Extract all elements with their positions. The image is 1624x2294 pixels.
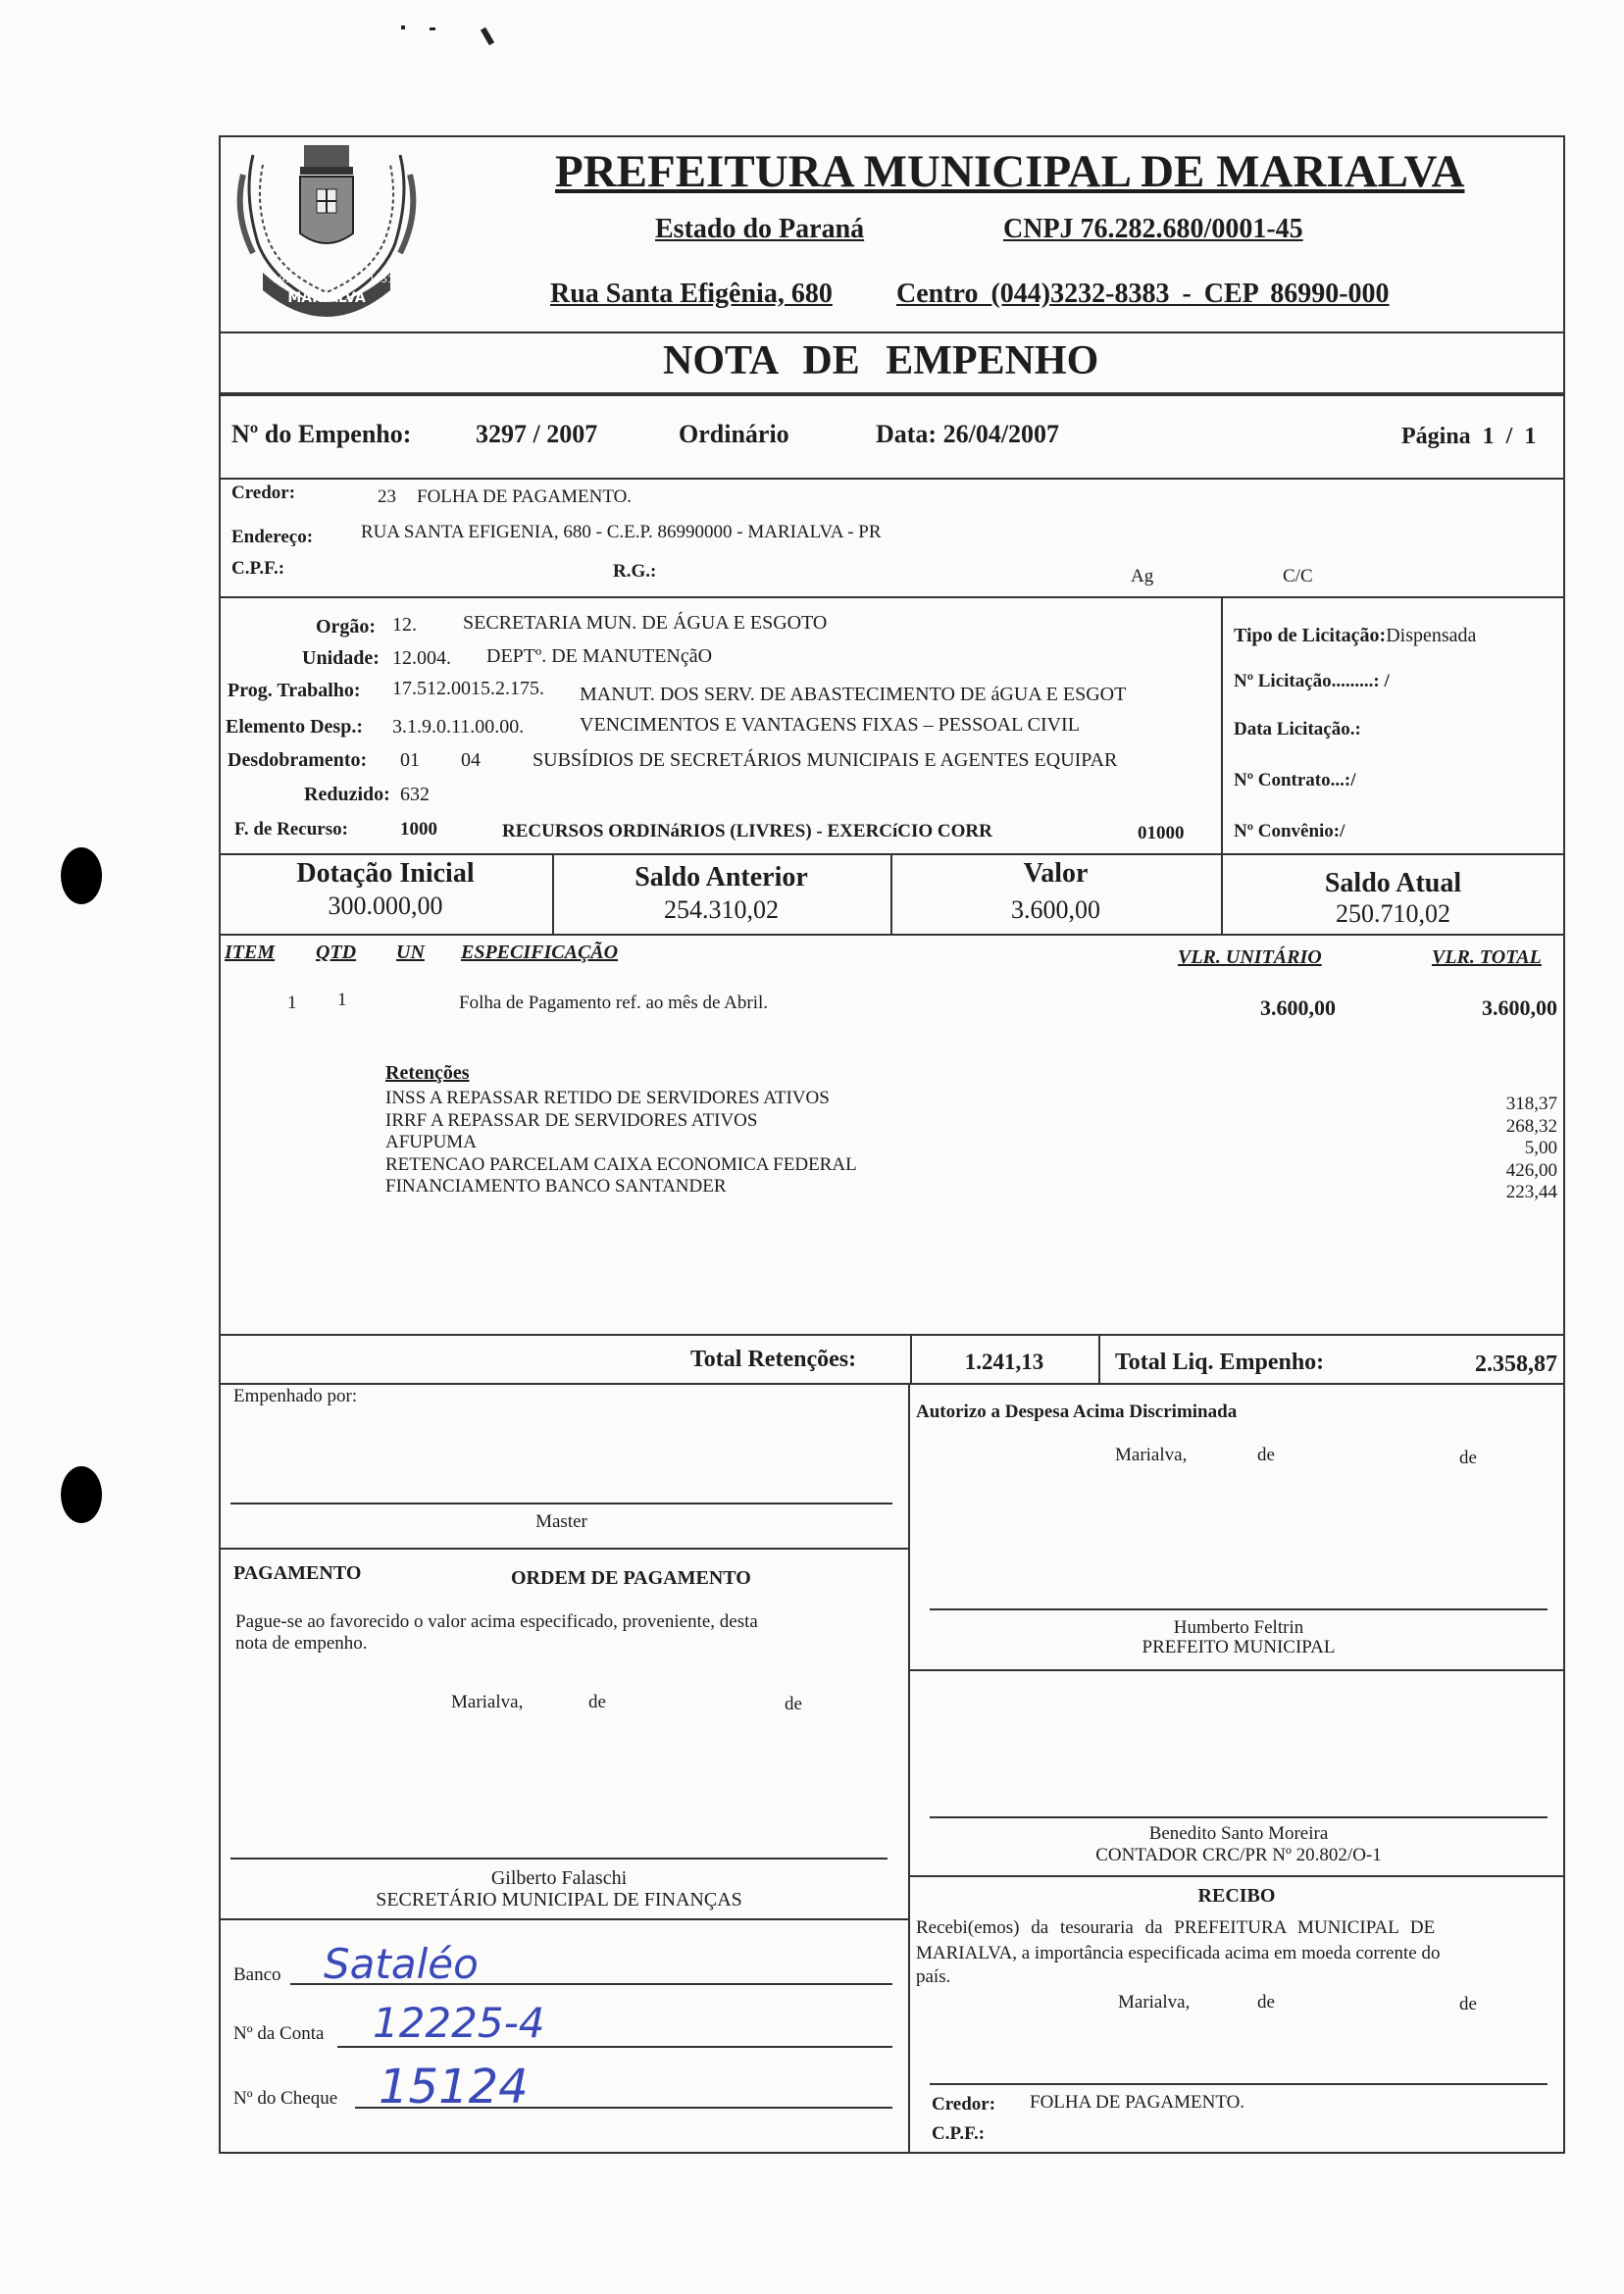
desdobramento-code-1: 01 <box>400 749 420 771</box>
pagamento-place: Marialva, <box>451 1692 524 1712</box>
cc-label: C/C <box>1283 566 1313 586</box>
cheque-handwritten: 15124 <box>379 2060 529 2115</box>
divider <box>219 331 1565 333</box>
recibo-title: RECIBO <box>1197 1885 1276 1907</box>
col-un: UN <box>396 942 425 963</box>
retencao-desc: FINANCIAMENTO BANCO SANTANDER <box>385 1176 727 1197</box>
unidade-code: 12.004. <box>392 647 451 669</box>
ordem-pagamento-label: ORDEM DE PAGAMENTO <box>511 1567 751 1589</box>
recibo-credor-value: FOLHA DE PAGAMENTO. <box>1030 2092 1245 2113</box>
empenho-number: 3297 / 2007 <box>476 420 598 448</box>
prefeito-title: PREFEITO MUNICIPAL <box>1142 1637 1336 1657</box>
dotacao-label: Dotação Inicial <box>296 858 475 889</box>
total-liq-label: Total Liq. Empenho: <box>1115 1350 1325 1375</box>
retencao-value: 318,37 <box>1505 1094 1557 1114</box>
recurso-code: 1000 <box>400 819 437 840</box>
recibo-credor-label: Credor: <box>932 2094 996 2115</box>
item-1-total-value: 3.600,00 <box>1482 995 1557 1020</box>
col-vlr-total: VLR. TOTAL <box>1432 946 1542 968</box>
cheque-label: Nº do Cheque <box>233 2088 338 2109</box>
prog-code: 17.512.0015.2.175. <box>392 678 544 699</box>
scan-speck <box>481 27 494 46</box>
unidade-label: Unidade: <box>302 647 380 669</box>
prog-label: Prog. Trabalho: <box>228 680 361 701</box>
empenho-page: Página 1 / 1 <box>1401 424 1537 449</box>
autorizo-label: Autorizo a Despesa Acima Discriminada <box>916 1402 1238 1422</box>
header-address-contact: Centro (044)3232-8383 - CEP 86990-000 <box>896 279 1390 309</box>
signature-line <box>230 1858 888 1860</box>
ag-label: Ag <box>1131 566 1154 586</box>
elemento-name: VENCIMENTOS E VANTAGENS FIXAS – PESSOAL CIVIL <box>580 714 1080 736</box>
elemento-label: Elemento Desp.: <box>226 716 363 738</box>
recibo-de-2: de <box>1459 1994 1477 2014</box>
punch-hole-top <box>61 847 102 904</box>
orgao-name: SECRETARIA MUN. DE ÁGUA E ESGOTO <box>463 612 828 634</box>
pagamento-de-2: de <box>785 1694 802 1714</box>
credor-code: 23 <box>378 486 396 507</box>
divider <box>219 1334 1565 1336</box>
desdobramento-name: SUBSÍDIOS DE SECRETÁRIOS MUNICIPAIS E AGENTES EQUIPAR <box>533 749 1118 771</box>
elemento-code: 3.1.9.0.11.00.00. <box>392 716 525 738</box>
signature-line <box>930 2083 1548 2085</box>
pagamento-text-1: Pague-se ao favorecido o valor acima especificado, proveniente, desta <box>235 1611 758 1632</box>
divider <box>1221 596 1223 855</box>
dotacao-value: 300.000,00 <box>328 892 443 920</box>
autorizo-de-1: de <box>1257 1445 1275 1465</box>
divider <box>908 1875 1565 1877</box>
divider <box>219 1548 908 1550</box>
credor-label: Credor: <box>231 483 296 503</box>
data-licitacao: Data Licitação.: <box>1234 719 1361 739</box>
signature-line <box>930 1816 1548 1818</box>
header-state: Estado do Paraná <box>655 214 865 244</box>
svg-text:1951: 1951 <box>273 275 298 285</box>
retencao-desc: AFUPUMA <box>385 1132 477 1152</box>
unidade-name: DEPTº. DE MANUTENçãO <box>486 645 713 667</box>
col-item: ITEM <box>225 942 276 963</box>
header-title: PREFEITURA MUNICIPAL DE MARIALVA <box>555 146 1465 197</box>
prefeito-name: Humberto Feltrin <box>1173 1617 1304 1638</box>
svg-text:MARIALVA: MARIALVA <box>287 290 366 306</box>
header-address: Rua Santa Efigênia, 680 <box>550 279 833 309</box>
valor-value: 3.600,00 <box>1011 895 1100 924</box>
desdobramento-label: Desdobramento: <box>228 749 368 771</box>
contador-title: CONTADOR CRC/PR Nº 20.802/O-1 <box>1095 1845 1382 1865</box>
col-especificacao: ESPECIFICAÇÃO <box>461 942 619 963</box>
recurso-name: RECURSOS ORDINáRIOS (LIVRES) - EXERCíCIO CORR <box>502 821 992 841</box>
retencao-value: 268,32 <box>1505 1115 1557 1137</box>
credor-address: RUA SANTA EFIGENIA, 680 - C.E.P. 86990000 - MARIALVA - PR <box>361 522 882 542</box>
retencoes-title: Retenções <box>385 1062 470 1084</box>
pagamento-label: PAGAMENTO <box>233 1562 362 1584</box>
recurso-label: F. de Recurso: <box>234 819 348 840</box>
prog-name: MANUT. DOS SERV. DE ABASTECIMENTO DE áGUA E ESGOT <box>580 684 1127 705</box>
pagamento-text-2: nota de empenho. <box>235 1633 368 1654</box>
empenhado-label: Empenhado por: <box>233 1386 358 1406</box>
divider <box>908 1669 1565 1671</box>
retencao-desc: RETENCAO PARCELAM CAIXA ECONOMICA FEDERAL <box>385 1153 857 1175</box>
municipal-seal-icon <box>233 135 420 331</box>
recibo-place: Marialva, <box>1118 1992 1191 2013</box>
punch-hole-bottom <box>61 1466 102 1523</box>
desdobramento-code-2: 04 <box>461 749 481 771</box>
item-1-number: 1 <box>287 993 297 1013</box>
retencao-desc: INSS A REPASSAR RETIDO DE SERVIDORES ATIVOS <box>385 1088 830 1108</box>
recurso-code-2: 01000 <box>1138 823 1185 843</box>
convenio-number: Nº Convênio:/ <box>1234 821 1345 841</box>
scan-speck <box>430 27 435 30</box>
item-1-qtd: 1 <box>337 990 347 1010</box>
col-qtd: QTD <box>316 942 357 963</box>
reduzido-code: 632 <box>400 784 430 805</box>
tipo-licitacao-value: Dispensada <box>1386 625 1477 646</box>
conta-handwritten: 12225-4 <box>373 1999 545 2047</box>
col-vlr-unitario: VLR. UNITÁRIO <box>1178 946 1322 968</box>
recibo-text-3: país. <box>916 1966 951 1987</box>
orgao-code: 12. <box>392 614 417 636</box>
retencao-value: 426,00 <box>1505 1159 1557 1181</box>
licitacao-number: Nº Licitação.........: / <box>1234 671 1390 691</box>
divider <box>908 1383 910 2154</box>
secretario-title: SECRETÁRIO MUNICIPAL DE FINANÇAS <box>376 1889 742 1911</box>
signature-line <box>230 1503 892 1504</box>
svg-text:1951: 1951 <box>369 275 394 285</box>
autorizo-de-2: de <box>1459 1448 1477 1468</box>
tipo-licitacao <box>1234 625 1476 646</box>
banco-label: Banco <box>233 1964 281 1985</box>
secretario-name: Gilberto Falaschi <box>490 1867 628 1889</box>
saldo-anterior-label: Saldo Anterior <box>634 862 808 892</box>
rg-label: R.G.: <box>613 561 657 582</box>
item-1-unit-value: 3.600,00 <box>1260 995 1336 1020</box>
autorizo-place: Marialva, <box>1115 1445 1188 1465</box>
divider <box>219 1383 1565 1385</box>
empenhado-name: Master <box>535 1511 587 1532</box>
retencao-value: 223,44 <box>1505 1182 1557 1202</box>
header-cnpj: CNPJ 76.282.680/0001-45 <box>1003 214 1303 244</box>
recibo-text-1: Recebi(emos) da tesouraria da PREFEITURA MUNICIPAL DE <box>916 1917 1436 1938</box>
item-1-spec: Folha de Pagamento ref. ao mês de Abril. <box>459 993 769 1013</box>
contrato-number: Nº Contrato...:/ <box>1234 770 1356 790</box>
cpf-label: C.P.F.: <box>231 558 285 579</box>
reduzido-label: Reduzido: <box>304 784 390 805</box>
saldo-atual-label: Saldo Atual <box>1324 868 1462 898</box>
empenho-date: Data: 26/04/2007 <box>876 420 1060 448</box>
divider <box>1098 1334 1100 1383</box>
total-retencoes-label: Total Retenções: <box>690 1347 857 1372</box>
tipo-licitacao-label: Tipo de Licitação: <box>1234 625 1387 646</box>
retencao-desc: IRRF A REPASSAR DE SERVIDORES ATIVOS <box>385 1109 758 1131</box>
credor-name: FOLHA DE PAGAMENTO. <box>417 486 633 507</box>
divider <box>219 392 1565 396</box>
recibo-text-2: MARIALVA, a importância especificada acima em moeda corrente do <box>916 1943 1441 1963</box>
divider <box>219 478 1565 480</box>
divider <box>219 596 1565 598</box>
valor-label: Valor <box>1023 858 1089 889</box>
contador-name: Benedito Santo Moreira <box>1148 1823 1329 1844</box>
conta-label: Nº da Conta <box>233 2023 325 2044</box>
total-liq-value: 2.358,87 <box>1475 1351 1557 1377</box>
pagamento-de-1: de <box>588 1692 606 1712</box>
recibo-de-1: de <box>1257 1992 1275 2013</box>
orgao-label: Orgão: <box>316 616 377 637</box>
address-label: Endereço: <box>231 527 314 547</box>
empenho-label: Nº do Empenho: <box>231 420 412 448</box>
recibo-cpf-label: C.P.F.: <box>932 2123 986 2144</box>
total-retencoes-value: 1.241,13 <box>964 1350 1044 1374</box>
doc-title: NOTA DE EMPENHO <box>663 338 1099 383</box>
banco-handwritten: Sataléo <box>324 1940 479 1988</box>
scan-speck <box>401 25 405 29</box>
empenho-type: Ordinário <box>679 420 789 448</box>
signature-line <box>930 1608 1548 1610</box>
divider <box>219 934 1565 936</box>
saldo-atual-value: 250.710,02 <box>1336 899 1450 928</box>
divider <box>219 1918 908 1920</box>
saldo-anterior-value: 254.310,02 <box>664 895 779 924</box>
retencao-value: 5,00 <box>1524 1138 1557 1158</box>
